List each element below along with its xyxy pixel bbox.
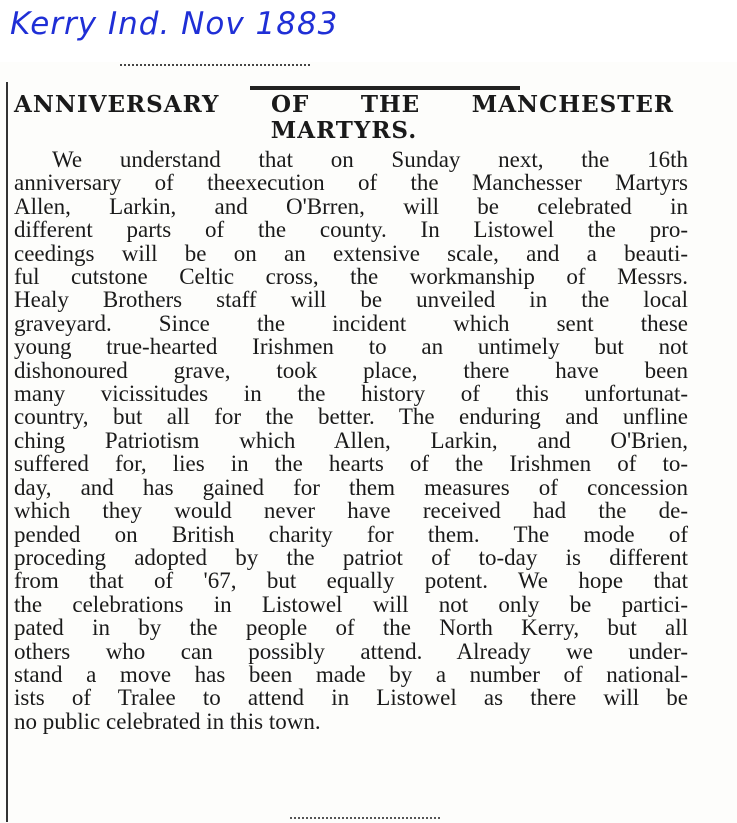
body-line: ching Patriotism which Allen, Larkin, and O'Brien, (14, 427, 688, 453)
headline (14, 92, 726, 144)
body-line: Allen, Larkin, and O'Brren, will be celebrated in (14, 193, 688, 219)
section-divider (250, 86, 520, 90)
body-line: from that of '67, but equally potent. We hope that (14, 568, 688, 594)
body-line: pended on British charity for them. The mode of (14, 521, 688, 547)
body-line: suffered for, lies in the hearts of the Irishmen of to- (14, 451, 688, 477)
body-line: stand a move has been made by a number of national- (14, 661, 688, 687)
headline-word: MANCHESTER (471, 91, 674, 118)
column-rule (6, 82, 8, 822)
cut-off-text-fragment (290, 817, 440, 823)
body-line: pated in by the people of the North Kerry, but all (14, 615, 688, 641)
cut-off-text-fragment (120, 64, 310, 76)
handwritten-annotation: Kerry Ind. Nov 1883 (10, 6, 339, 42)
headline-line-1 (14, 92, 674, 118)
body-line: many vicissitudes in the history of this unfortunat- (14, 381, 688, 407)
body-line: no public celebrated in this town. (14, 708, 321, 734)
headline-word: ANNIVERSARY (14, 91, 220, 118)
body-line: ists of Tralee to attend in Listowel as there will be (14, 685, 688, 711)
body-line: country, but all for the better. The enduring and unfline (14, 404, 688, 430)
article (14, 92, 726, 733)
body-line: ceedings will be on an extensive scale, and a beauti- (14, 240, 688, 266)
body-line: young true-hearted Irishmen to an untimely but not (14, 334, 688, 360)
body-line: anniversary of theexecution of the Manchesser Martyrs (14, 170, 688, 196)
body-line: proceding adopted by the patriot of to-day is different (14, 544, 688, 570)
body-line: We understand that on Sunday next, the 16th (52, 147, 688, 172)
headline-word: OF (270, 91, 310, 118)
headline-word: THE (360, 91, 421, 118)
article-body (14, 148, 726, 733)
body-line: Healy Brothers staff will be unveiled in the local (14, 287, 688, 313)
body-line: dishonoured grave, took place, there have been (14, 357, 688, 383)
newspaper-clipping (0, 62, 737, 823)
body-line: ful cutstone Celtic cross, the workmanship of Messrs. (14, 264, 688, 290)
body-line: others who can possibly attend. Already we under- (14, 638, 688, 664)
headline-line-2: MARTYRS. (270, 117, 418, 144)
body-line: day, and has gained for them measures of concession (14, 474, 688, 500)
body-line: which they would never have received had the de- (14, 498, 688, 524)
body-line: the celebrations in Listowel will not only be partici- (14, 591, 688, 617)
body-line: graveyard. Since the incident which sent these (14, 310, 688, 336)
body-line: different parts of the county. In Listowel the pro- (14, 217, 688, 243)
